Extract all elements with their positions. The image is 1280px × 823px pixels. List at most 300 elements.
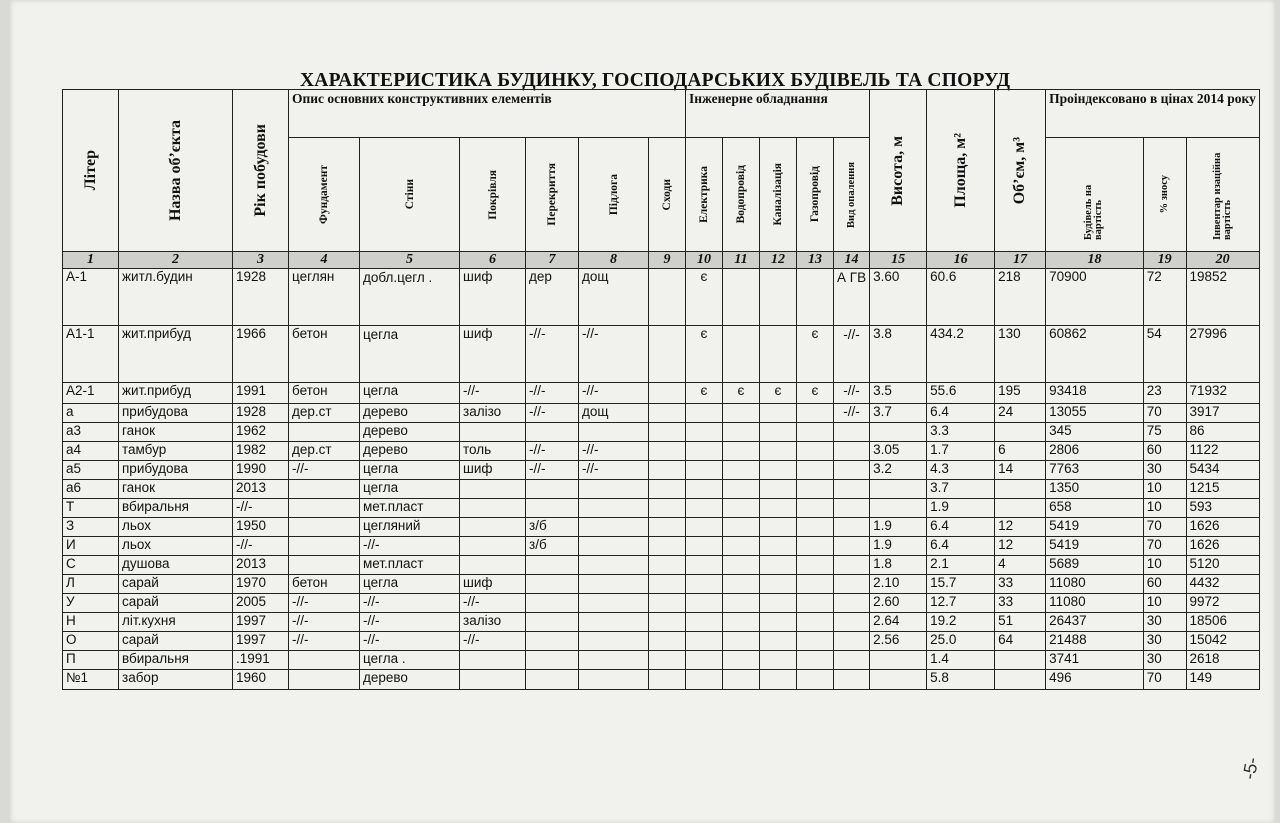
table-cell <box>526 632 579 651</box>
header-wear: % зносу <box>1143 138 1186 252</box>
table-cell <box>797 594 834 613</box>
table-cell: -//- <box>289 613 360 632</box>
table-cell <box>870 670 927 690</box>
table-cell <box>686 632 723 651</box>
table-cell: -//- <box>360 613 460 632</box>
table-cell: 5434 <box>1186 461 1259 480</box>
table-cell: 15.7 <box>927 575 995 594</box>
table-cell: 10 <box>1143 594 1186 613</box>
column-number: 20 <box>1186 252 1259 269</box>
table-cell: 1.9 <box>870 537 927 556</box>
table-cell: 2013 <box>233 556 289 575</box>
table-cell <box>797 613 834 632</box>
table-row <box>63 480 1260 499</box>
table-row <box>63 575 1260 594</box>
table-cell: 3.3 <box>927 423 995 442</box>
table-cell: 19.2 <box>927 613 995 632</box>
table-cell: залізо <box>460 404 526 423</box>
table-cell: 51 <box>995 613 1046 632</box>
page-number-mark: -5- <box>1238 755 1263 781</box>
table-cell <box>760 537 797 556</box>
table-cell <box>649 499 686 518</box>
table-cell <box>460 651 526 670</box>
table-cell <box>526 613 579 632</box>
header-ceiling: Перекриття <box>526 138 579 252</box>
table-cell: -//- <box>289 632 360 651</box>
table-cell: 1991 <box>233 383 289 404</box>
table-cell <box>526 423 579 442</box>
table-cell: 14 <box>995 461 1046 480</box>
header-group-construction: Опис основних конструктивних елементів <box>289 90 686 138</box>
table-cell <box>686 480 723 499</box>
column-number: 16 <box>927 252 995 269</box>
table-cell: 130 <box>995 326 1046 383</box>
table-cell <box>834 594 870 613</box>
table-cell: 60 <box>1143 442 1186 461</box>
table-row <box>63 423 1260 442</box>
column-number: 14 <box>834 252 870 269</box>
header-inventory-value: Інвентар изаційна вартість <box>1186 138 1259 252</box>
table-cell <box>686 442 723 461</box>
table-row <box>63 404 1260 423</box>
table-cell: 15042 <box>1186 632 1259 651</box>
table-row <box>63 383 1260 404</box>
table-cell: 1997 <box>233 613 289 632</box>
table-cell <box>723 575 760 594</box>
table-cell: №1 <box>63 670 119 690</box>
table-cell <box>289 537 360 556</box>
table-cell <box>870 480 927 499</box>
table-cell: А ГВ <box>834 269 870 326</box>
table-row <box>63 632 1260 651</box>
table-cell <box>723 461 760 480</box>
table-cell: дер <box>526 269 579 326</box>
table-row <box>63 518 1260 537</box>
table-cell: 54 <box>1143 326 1186 383</box>
table-cell <box>760 632 797 651</box>
table-cell <box>995 651 1046 670</box>
table-cell: 149 <box>1186 670 1259 690</box>
table-row <box>63 326 1260 383</box>
table-cell <box>760 480 797 499</box>
table-cell: 4 <box>995 556 1046 575</box>
table-cell: 1928 <box>233 269 289 326</box>
table-cell: А2-1 <box>63 383 119 404</box>
table-cell: -//- <box>579 383 649 404</box>
column-number: 12 <box>760 252 797 269</box>
table-cell <box>834 442 870 461</box>
table-cell <box>870 423 927 442</box>
table-cell <box>760 594 797 613</box>
table-cell: 70 <box>1143 404 1186 423</box>
table-cell <box>686 518 723 537</box>
table-cell: -//- <box>526 326 579 383</box>
table-cell <box>649 480 686 499</box>
table-cell: 3.2 <box>870 461 927 480</box>
table-cell: прибудова <box>119 461 233 480</box>
table-cell: є <box>686 383 723 404</box>
table-cell: 1215 <box>1186 480 1259 499</box>
table-cell: 4432 <box>1186 575 1259 594</box>
table-cell <box>760 461 797 480</box>
table-cell: 434.2 <box>927 326 995 383</box>
table-cell: а5 <box>63 461 119 480</box>
table-cell: -//- <box>360 537 460 556</box>
table-cell: 1626 <box>1186 537 1259 556</box>
table-cell: Т <box>63 499 119 518</box>
table-cell <box>995 499 1046 518</box>
table-cell: 2.60 <box>870 594 927 613</box>
table-cell <box>649 537 686 556</box>
table-cell: 3.5 <box>870 383 927 404</box>
table-cell <box>723 269 760 326</box>
table-cell <box>723 423 760 442</box>
header-volume: Об’єм, м³ <box>995 90 1046 252</box>
table-cell <box>649 442 686 461</box>
table-cell: 6.4 <box>927 518 995 537</box>
table-cell <box>797 518 834 537</box>
column-number: 10 <box>686 252 723 269</box>
table-cell <box>579 499 649 518</box>
table-cell: 218 <box>995 269 1046 326</box>
table-cell <box>649 461 686 480</box>
header-stairs: Сходи <box>649 138 686 252</box>
header-heating: Вид опалення <box>834 138 870 252</box>
table-cell: 1928 <box>233 404 289 423</box>
table-cell: 12 <box>995 518 1046 537</box>
table-cell <box>649 404 686 423</box>
table-cell: 4.3 <box>927 461 995 480</box>
table-cell: сарай <box>119 594 233 613</box>
table-cell <box>797 423 834 442</box>
table-cell <box>723 651 760 670</box>
table-cell: 55.6 <box>927 383 995 404</box>
column-number: 15 <box>870 252 927 269</box>
header-area: Площа, м² <box>927 90 995 252</box>
table-cell: льох <box>119 537 233 556</box>
table-cell: 25.0 <box>927 632 995 651</box>
table-cell: дерево <box>360 423 460 442</box>
table-cell <box>649 326 686 383</box>
column-number: 2 <box>119 252 233 269</box>
table-cell: 1970 <box>233 575 289 594</box>
table-cell: 3.60 <box>870 269 927 326</box>
table-cell <box>723 404 760 423</box>
table-cell: 5419 <box>1046 537 1144 556</box>
table-cell: 30 <box>1143 461 1186 480</box>
table-cell: 18506 <box>1186 613 1259 632</box>
table-cell: шиф <box>460 575 526 594</box>
table-cell: 2005 <box>233 594 289 613</box>
column-numbers-row <box>63 252 1260 269</box>
table-cell <box>289 556 360 575</box>
table-cell <box>649 670 686 690</box>
table-cell: прибудова <box>119 404 233 423</box>
table-cell <box>579 594 649 613</box>
table-cell <box>797 480 834 499</box>
table-cell: 3.05 <box>870 442 927 461</box>
table-cell <box>797 632 834 651</box>
table-cell: бетон <box>289 326 360 383</box>
table-cell: -//- <box>233 537 289 556</box>
table-cell <box>289 499 360 518</box>
table-cell: шиф <box>460 326 526 383</box>
table-cell <box>834 613 870 632</box>
table-cell: дерево <box>360 404 460 423</box>
table-cell: 71932 <box>1186 383 1259 404</box>
table-cell <box>289 518 360 537</box>
table-cell: 5.8 <box>927 670 995 690</box>
table-cell <box>723 613 760 632</box>
table-cell: -//- <box>526 461 579 480</box>
table-cell: 1950 <box>233 518 289 537</box>
table-cell <box>579 537 649 556</box>
table-cell: 2.64 <box>870 613 927 632</box>
table-cell: а4 <box>63 442 119 461</box>
table-cell <box>723 518 760 537</box>
table-cell <box>686 423 723 442</box>
table-cell <box>760 269 797 326</box>
table-cell: 60 <box>1143 575 1186 594</box>
table-cell: 1626 <box>1186 518 1259 537</box>
table-cell: 6.4 <box>927 537 995 556</box>
column-number: 6 <box>460 252 526 269</box>
table-cell: 21488 <box>1046 632 1144 651</box>
table-cell <box>723 326 760 383</box>
table-cell: цегляний <box>360 518 460 537</box>
table-cell: А-1 <box>63 269 119 326</box>
table-row <box>63 269 1260 326</box>
table-cell <box>834 480 870 499</box>
table-cell <box>579 613 649 632</box>
table-cell: 195 <box>995 383 1046 404</box>
table-cell: 33 <box>995 575 1046 594</box>
table-cell: жит.прибуд <box>119 326 233 383</box>
table-cell <box>579 651 649 670</box>
table-cell: 1122 <box>1186 442 1259 461</box>
header-height: Висота, м <box>870 90 927 252</box>
table-cell <box>797 442 834 461</box>
table-cell <box>649 423 686 442</box>
table-row <box>63 537 1260 556</box>
table-cell <box>526 499 579 518</box>
table-cell: залізо <box>460 613 526 632</box>
table-cell: -//- <box>579 442 649 461</box>
table-cell: з/б <box>526 537 579 556</box>
table-cell: 6.4 <box>927 404 995 423</box>
table-cell: 12.7 <box>927 594 995 613</box>
table-cell: 60.6 <box>927 269 995 326</box>
table-cell: 593 <box>1186 499 1259 518</box>
table-cell <box>760 423 797 442</box>
table-cell: 2.1 <box>927 556 995 575</box>
header-sewer: Каналізація <box>760 138 797 252</box>
table-cell: забор <box>119 670 233 690</box>
table-cell: цегла <box>360 461 460 480</box>
column-number: 5 <box>360 252 460 269</box>
table-row <box>63 461 1260 480</box>
table-row <box>63 613 1260 632</box>
table-cell: 1.8 <box>870 556 927 575</box>
table-cell: дощ <box>579 404 649 423</box>
header-floor: Підлога <box>579 138 649 252</box>
column-number: 13 <box>797 252 834 269</box>
table-cell: 1.9 <box>870 518 927 537</box>
header-electric: Електрика <box>686 138 723 252</box>
table-cell: О <box>63 632 119 651</box>
table-cell: 3917 <box>1186 404 1259 423</box>
table-cell: И <box>63 537 119 556</box>
table-cell: 64 <box>995 632 1046 651</box>
table-cell <box>649 594 686 613</box>
table-cell: 70 <box>1143 670 1186 690</box>
table-cell <box>579 575 649 594</box>
table-cell: -//- <box>460 383 526 404</box>
table-cell: 1.9 <box>927 499 995 518</box>
table-cell <box>995 480 1046 499</box>
table-cell: 1990 <box>233 461 289 480</box>
table-cell <box>723 442 760 461</box>
table-cell: ганок <box>119 423 233 442</box>
table-cell: дер.ст <box>289 442 360 461</box>
table-cell: -//- <box>579 461 649 480</box>
table-cell <box>579 423 649 442</box>
table-cell: житл.будин <box>119 269 233 326</box>
column-number: 4 <box>289 252 360 269</box>
table-cell <box>649 651 686 670</box>
table-cell: 1997 <box>233 632 289 651</box>
column-number: 17 <box>995 252 1046 269</box>
table-cell <box>723 499 760 518</box>
table-cell <box>649 518 686 537</box>
table-cell: 12 <box>995 537 1046 556</box>
table-row <box>63 442 1260 461</box>
table-cell: вбиральня <box>119 651 233 670</box>
table-cell: з/б <box>526 518 579 537</box>
table-cell <box>760 651 797 670</box>
table-cell: П <box>63 651 119 670</box>
table-cell <box>797 269 834 326</box>
table-cell: толь <box>460 442 526 461</box>
table-cell: мет.пласт <box>360 556 460 575</box>
table-cell <box>797 537 834 556</box>
table-cell: 70 <box>1143 518 1186 537</box>
table-cell: -//- <box>289 594 360 613</box>
table-cell <box>723 556 760 575</box>
table-cell <box>526 480 579 499</box>
document-title: ХАРАКТЕРИСТИКА БУДИНКУ, ГОСПОДАРСЬКИХ БУДІВЕЛЬ ТА СПОРУД <box>300 70 1011 91</box>
table-cell: -//- <box>289 461 360 480</box>
table-cell: 3.8 <box>870 326 927 383</box>
table-cell: 27996 <box>1186 326 1259 383</box>
table-cell: 75 <box>1143 423 1186 442</box>
table-cell: шиф <box>460 269 526 326</box>
table-cell: Н <box>63 613 119 632</box>
table-cell: У <box>63 594 119 613</box>
table-cell <box>834 518 870 537</box>
table-cell <box>686 594 723 613</box>
table-cell: 3741 <box>1046 651 1144 670</box>
table-cell <box>526 594 579 613</box>
table-cell: цегла <box>360 383 460 404</box>
table-cell: а <box>63 404 119 423</box>
table-cell: 93418 <box>1046 383 1144 404</box>
table-cell: 1982 <box>233 442 289 461</box>
table-cell <box>995 423 1046 442</box>
table-cell: 10 <box>1143 499 1186 518</box>
table-cell <box>834 423 870 442</box>
table-cell: 1962 <box>233 423 289 442</box>
table-cell: літ.кухня <box>119 613 233 632</box>
table-cell: 19852 <box>1186 269 1259 326</box>
table-cell <box>760 613 797 632</box>
table-cell: С <box>63 556 119 575</box>
table-cell <box>797 651 834 670</box>
table-cell: шиф <box>460 461 526 480</box>
table-cell: 72 <box>1143 269 1186 326</box>
table-cell: 10 <box>1143 480 1186 499</box>
table-cell <box>760 326 797 383</box>
table-cell: ганок <box>119 480 233 499</box>
table-cell: 1966 <box>233 326 289 383</box>
table-cell: 70900 <box>1046 269 1144 326</box>
table-cell <box>995 670 1046 690</box>
table-cell <box>526 575 579 594</box>
table-cell <box>686 651 723 670</box>
table-row <box>63 651 1260 670</box>
table-cell <box>797 575 834 594</box>
table-cell <box>760 575 797 594</box>
table-cell <box>797 499 834 518</box>
table-cell: дер.ст <box>289 404 360 423</box>
column-number: 18 <box>1046 252 1144 269</box>
table-cell: -//- <box>460 594 526 613</box>
table-cell: 6 <box>995 442 1046 461</box>
table-cell: дощ <box>579 269 649 326</box>
table-cell: -//- <box>360 632 460 651</box>
table-cell <box>760 670 797 690</box>
header-liter: Літер <box>63 90 119 252</box>
table-cell: вбиральня <box>119 499 233 518</box>
header-foundation: Фундамент <box>289 138 360 252</box>
table-cell: 30 <box>1143 651 1186 670</box>
table-cell: є <box>797 326 834 383</box>
table-cell: цегла <box>360 480 460 499</box>
table-row <box>63 556 1260 575</box>
header-object-name: Назва об’єкта <box>119 90 233 252</box>
table-cell <box>579 670 649 690</box>
table-cell <box>649 632 686 651</box>
table-cell <box>460 670 526 690</box>
table-cell: бетон <box>289 383 360 404</box>
table-cell: Л <box>63 575 119 594</box>
table-row <box>63 499 1260 518</box>
table-cell <box>760 404 797 423</box>
table-cell <box>834 537 870 556</box>
table-cell: 2.10 <box>870 575 927 594</box>
table-cell <box>686 537 723 556</box>
table-cell: є <box>760 383 797 404</box>
column-number: 3 <box>233 252 289 269</box>
table-cell: 1350 <box>1046 480 1144 499</box>
table-cell: цегла . <box>360 651 460 670</box>
table-cell: сарай <box>119 632 233 651</box>
table-cell <box>723 480 760 499</box>
table-cell: 24 <box>995 404 1046 423</box>
table-cell: 60862 <box>1046 326 1144 383</box>
column-number: 1 <box>63 252 119 269</box>
table-cell <box>289 423 360 442</box>
